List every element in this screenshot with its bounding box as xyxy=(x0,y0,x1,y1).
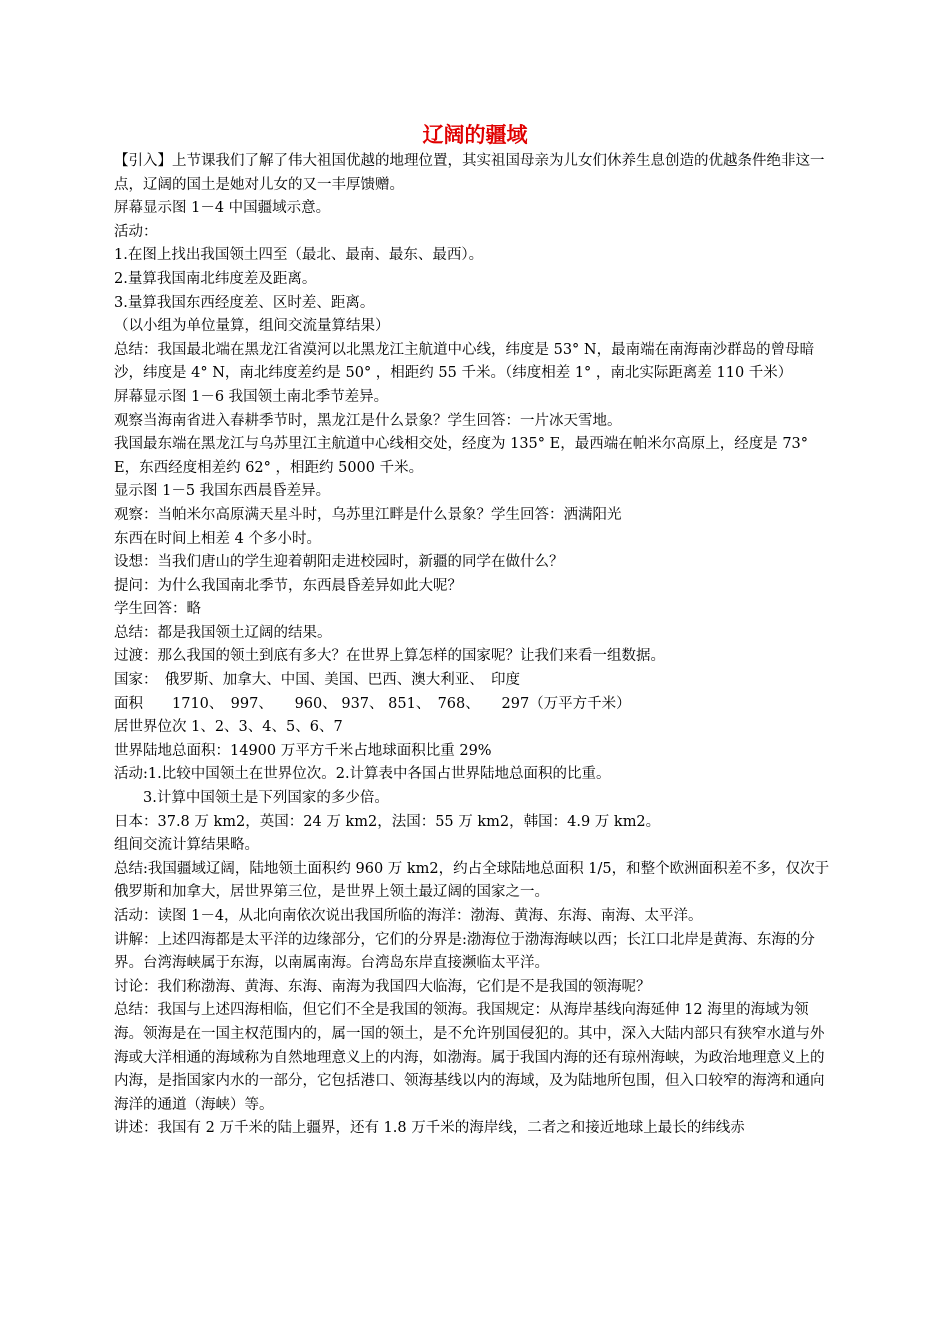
paragraph: 讨论：我们称渤海、黄海、东海、南海为我国四大临海，它们是不是我国的领海呢？ xyxy=(114,978,651,995)
paragraph: 总结：都是我国领土辽阔的结果。 xyxy=(114,624,332,641)
paragraph: 提问：为什么我国南北季节，东西晨昏差异如此大呢？ xyxy=(114,577,462,594)
paragraph: 2.量算我国南北纬度差及距离。 xyxy=(114,270,317,287)
paragraph: 总结：我国最北端在黑龙江省漠河以北黑龙江主航道中心线，纬度是 53° N，最南端在南海南沙群岛的曾母暗沙，纬度是 4° N，南北纬度差约是 50° ，相距约 55 千米。（纬度相差 1° ，南北实际距离差 110 千米） xyxy=(114,341,815,382)
paragraph: 我国最东端在黑龙江与乌苏里江主航道中心线相交处，经度为 135° E，最西端在帕米尔高原上，经度是 73° E，东西经度相差约 62° ，相距约 5000 千米。 xyxy=(114,436,809,476)
paragraph: 日本：37.8 万 km2，英国：24 万 km2，法国：55 万 km2，韩国：4.9 万 km2。 xyxy=(114,813,661,830)
paragraph: 国家： 俄罗斯、加拿大、中国、美国、巴西、澳大利亚、 印度 xyxy=(114,672,520,689)
paragraph: 活动： xyxy=(114,223,158,240)
paragraph: 学生回答：略 xyxy=(114,601,201,618)
document-body xyxy=(114,150,836,1141)
paragraph: 过渡：那么我国的领土到底有多大？在世界上算怎样的国家呢？让我们来看一组数据。 xyxy=(114,648,665,665)
paragraph: 东西在时间上相差 4 个多小时。 xyxy=(114,530,321,547)
paragraph: 面积 1710、 997、 960、 937、 851、 768、 297（万平方千米） xyxy=(114,695,631,712)
paragraph: 讲述：我国有 2 万千米的陆上疆界，还有 1.8 万千米的海岸线，二者之和接近地球上最长的纬线赤 xyxy=(114,1120,745,1137)
page-title: 辽阔的疆域 xyxy=(422,123,528,147)
paragraph: 观察：当帕米尔高原满天星斗时，乌苏里江畔是什么景象？学生回答：洒满阳光 xyxy=(114,506,622,523)
paragraph: 【引入】上节课我们了解了伟大祖国优越的地理位置，其实祖国母亲为儿女们休养生息创造的优越条件绝非这一点，辽阔的国土是她对儿女的又一丰厚馈赠。 xyxy=(114,153,825,193)
paragraph: 居世界位次 1、2、3、4、5、6、7 xyxy=(114,719,343,736)
paragraph: （以小组为单位量算，组间交流量算结果） xyxy=(114,318,390,335)
paragraph: 屏幕显示图 1－6 我国领土南北季节差异。 xyxy=(114,388,389,405)
paragraph: 1.在图上找出我国领土四至（最北、最南、最东、最西）。 xyxy=(114,247,484,264)
paragraph: 总结:我国疆域辽阔，陆地领土面积约 960 万 km2，约占全球陆地总面积 1/5，和整个欧洲面积差不多，仅次于俄罗斯和加拿大，居世界第三位，是世界上领土最辽阔的国家之一。 xyxy=(114,860,830,901)
paragraph: 组间交流计算结果略。 xyxy=(114,837,259,854)
paragraph: 总结：我国与上述四海相临，但它们不全是我国的领海。我国规定：从海岸基线向海延伸 12 海里的海域为领海。领海是在一国主权范围内的，属一国的领土，是不允许别国侵犯的。其中，深入大陆内部只有狭窄水道与外海或大洋相通的海域称为自然地理意义上的内海，如渤海。属于我国内海的还有琼州海峡，为政治地理意义上的内海，是指国家内水的一部分，它包括港口、领海基线以内的海域，及为陆地所包围，但入口较窄的海湾和通向海洋的通道（海峡）等。 xyxy=(114,1002,825,1113)
paragraph: 显示图 1－5 我国东西晨昏差异。 xyxy=(114,483,331,500)
paragraph: 讲解：上述四海都是太平洋的边缘部分，它们的分界是:渤海位于渤海海峡以西；长江口北岸是黄海、东海的分界。台湾海峡属于东海，以南属南海。台湾岛东岸直接濒临太平洋。 xyxy=(114,931,815,972)
paragraph: 世界陆地总面积：14900 万平方千米占地球面积比重 29% xyxy=(114,742,492,759)
paragraph: 活动:1.比较中国领土在世界位次。2.计算表中各国占世界陆地总面积的比重。 xyxy=(114,766,611,783)
paragraph: 活动：读图 1－4，从北向南依次说出我国所临的海洋：渤海、黄海、东海、南海、太平洋。 xyxy=(114,908,703,924)
paragraph: 3.量算我国东西经度差、区时差、距离。 xyxy=(114,294,375,311)
paragraph: 观察当海南省进入春耕季节时，黑龙江是什么景象？学生回答：一片冰天雪地。 xyxy=(114,412,622,429)
paragraph: 屏幕显示图 1－4 中国疆域示意。 xyxy=(114,200,331,217)
paragraph: 设想：当我们唐山的学生迎着朝阳走进校园时，新疆的同学在做什么？ xyxy=(114,554,564,571)
paragraph: 3.计算中国领土是下列国家的多少倍。 xyxy=(114,790,389,807)
